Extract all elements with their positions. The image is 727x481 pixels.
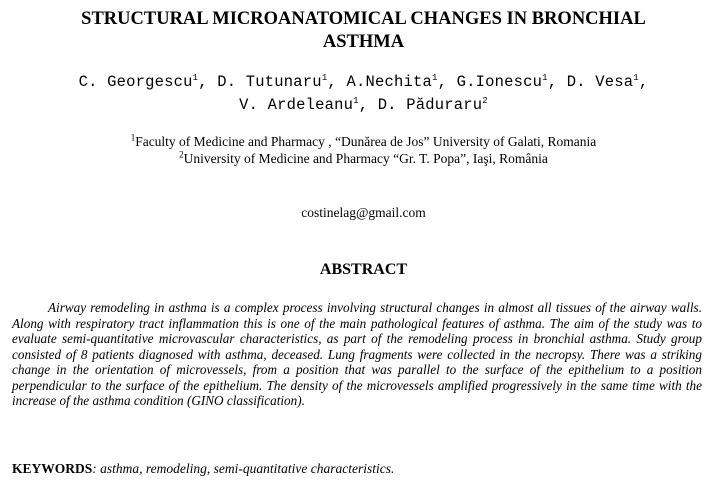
affiliation-text: University of Medicine and Pharmacy “Gr. T. Popa”, Iaşi, România — [183, 151, 548, 166]
title-line-1: STRUCTURAL MICROANATOMICAL CHANGES IN BRONCHIAL — [81, 9, 646, 29]
affiliation-number: 2 — [179, 149, 184, 160]
affiliation-1 — [0, 133, 727, 150]
affiliation-text: Faculty of Medicine and Pharmacy , “Dunărea de Jos” University of Galati, Romania — [135, 134, 597, 149]
author-name: G.Ionescu — [456, 73, 543, 91]
author-name: V. Ardeleanu — [239, 96, 354, 114]
affiliation-number: 1 — [130, 132, 136, 143]
author-affiliation-mark: 1 — [353, 95, 359, 106]
affiliation-list — [0, 133, 727, 167]
abstract-heading: ABSTRACT — [319, 261, 408, 278]
abstract-body: Airway remodeling in asthma is a complex process involving structural changes in almost all tissues of the airway walls. Along with respiratory tract inflammation this is one of the main pathological features of asthma. The aim of the study was to evaluate semi-quantitative microvascular characteristics, as part of the remodeling process in bronchial asthma. Study group consisted of 8 patients diagnosed with asthma, deceased. Lung fragments were collected in the necropsy. There was a striking change in the orientation of microvessels, from a position that was parallel to the surface of the epithelium to a position perpendicular to the surface of the epithelium. The density of the microvessels amplified progressively in the same time with the increase of the asthma condition (GINO classification). — [12, 300, 702, 408]
keywords-label: KEYWORDS — [12, 461, 93, 476]
author-affiliation-mark: 1 — [633, 72, 639, 83]
author-affiliation-mark: 2 — [482, 95, 488, 106]
author-affiliation-mark: 1 — [542, 72, 548, 83]
affiliation-2 — [0, 150, 727, 167]
author-name: D. Vesa — [566, 73, 634, 91]
author-line-2: V. Ardeleanu$^1$, D. Păduraru$^2$ — [239, 95, 488, 114]
author-name: A.Nechita — [346, 73, 432, 91]
contact-email: costinelag@gmail.com — [301, 205, 426, 220]
author-list — [0, 71, 727, 117]
author-affiliation-mark: 1 — [321, 72, 328, 83]
author-name: D. Păduraru — [377, 96, 483, 114]
keywords-text: : asthma, remodeling, semi-quantitative characteristics. — [92, 461, 395, 476]
author-name: D. Tutunaru — [217, 73, 322, 91]
keywords — [12, 460, 712, 477]
title-line-2: ASTHMA — [322, 32, 405, 52]
author-name: C. Georgescu — [78, 73, 193, 91]
author-affiliation-mark: 1 — [431, 72, 438, 83]
author-line-1: C. Georgescu$^1$, D. Tutunaru$^1$, A.Nechita$^1$, G.Ionescu$^1$, D. Vesa$^1$, — [78, 72, 649, 91]
paper-title — [0, 8, 727, 54]
author-affiliation-mark: 1 — [192, 72, 199, 83]
